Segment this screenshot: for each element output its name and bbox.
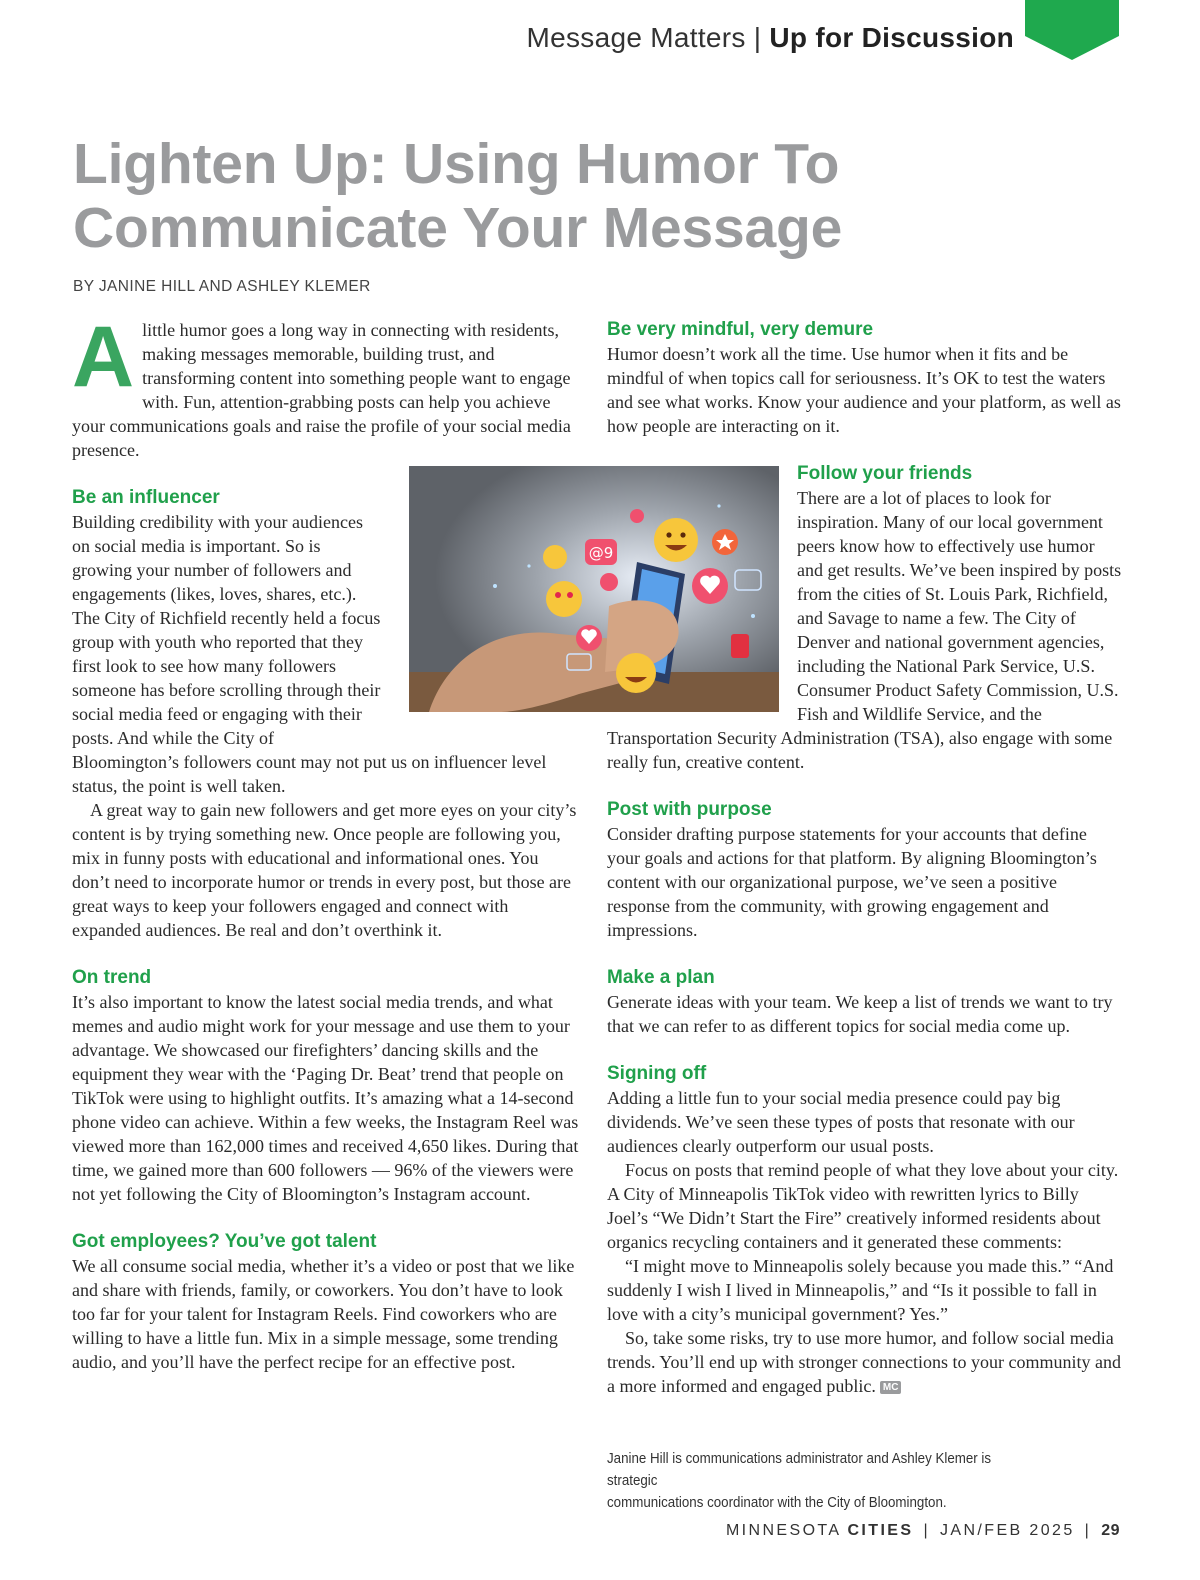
section-tab-icon (1025, 0, 1119, 60)
heading-talent: Got employees? You’ve got talent (72, 1231, 377, 1252)
signoff-paragraph-4 (607, 1326, 1122, 1398)
title-line-2: Communicate Your Message (73, 196, 843, 260)
article-title (73, 132, 1073, 260)
issue-date: JAN/FEB 2025 (940, 1522, 1075, 1539)
section-label: Message Matters (526, 22, 746, 53)
heading-signing-off: Signing off (607, 1063, 707, 1084)
hands-holding-phone-photo-icon (409, 466, 779, 712)
heading-plan: Make a plan (607, 967, 715, 988)
magazine-prefix: MINNESOTA (725, 1522, 841, 1539)
friends-paragraph-1: There are a lot of places to look for inspiration. Many of our local government peers know how to effectively use humor and get results. We’ve been inspired by posts from the cities of St. Louis Park, Richfield, and Savage to name a few. The City of Denver and national government agencies, including the National Park Service, U.S. Consumer Product Safety Commission, U.S. Fish and Wildlife Service, and the Transportation Security Administration (TSA), also engage with some really fun, creative content. (607, 488, 1122, 772)
footer-separator: | (923, 1522, 930, 1539)
title-line-1: Lighten Up: Using Humor To (73, 132, 840, 196)
intro-paragraph (72, 309, 580, 462)
trend-paragraph-1: It’s also important to know the latest social media trends, and what memes and audio might work for your message and use them to your advantage. We showcased our firefighters’ dancing skills and the equipment they wear with the ‘Paging Dr. Beat’ trend that people on TikTok were using to highlight outfits. It’s amazing what a 14-second phone video can achieve. Within a few weeks, the Instagram Reel was viewed more than 162,000 times and received 4,650 likes. During that time, we gained more than 600 followers — 96% of the viewers were not yet following the City of Bloomington’s Instagram account. (72, 992, 579, 1204)
page-footer (726, 1522, 1120, 1540)
intro-text: little humor goes a long way in connecting with residents, making messages memorable, building trust, and transforming content into something people want to engage with. Fun, attention-grabbing posts can help you achieve your communications goals and raise the profile of your social media presence. (72, 320, 571, 460)
author-bio (607, 1448, 1030, 1514)
mindful-paragraph-1: Humor doesn’t work all the time. Use humor when it fits and be mindful of when topics call for seriousness. It’s OK to test the waters and see what works. Know your audience and your platform, as well as how people are interacting on it. (607, 344, 1121, 436)
end-mark-icon: MC (880, 1381, 902, 1394)
page-number: 29 (1101, 1522, 1120, 1539)
subsection-label: Up for Discussion (769, 22, 1014, 53)
signoff-paragraph-1: Adding a little fun to your social media presence could pay big dividends. We’ve seen these types of posts that resonate with our audiences clearly outperform our usual posts. (607, 1088, 1075, 1156)
signoff-text-4: So, take some risks, try to use more humor, and follow social media trends. You’ll end up with stronger connections to your community and a more informed and engaged public. (607, 1328, 1121, 1396)
bio-line-2: communications coordinator with the City of Bloomington. (607, 1495, 947, 1511)
drop-cap: A (72, 309, 135, 405)
heading-friends: Follow your friends (797, 463, 973, 484)
photo-badge: @9 (588, 544, 614, 562)
magazine-name: CITIES (847, 1522, 914, 1539)
signoff-paragraph-3: “I might move to Minneapolis solely because you made this.” “And suddenly I wish I lived in Minneapolis,” and “Is it possible to fall in love with a city’s municipal government? Yes.” (607, 1256, 1114, 1324)
header-separator: | (753, 22, 762, 53)
footer-separator-2: | (1084, 1522, 1092, 1539)
heading-purpose: Post with purpose (607, 799, 772, 820)
influencer-paragraph-2: A great way to gain new followers and get more eyes on your city’s content is by trying something new. Once people are following you, mix in funny posts with educational and informational ones. You don’t need to incorporate humor or trends in every post, but those are great ways to keep your followers engaged and connect with expanded audiences. Be real and don’t overthink it. (72, 800, 577, 940)
byline: BY JANINE HILL AND ASHLEY KLEMER (73, 278, 371, 295)
heading-on-trend: On trend (72, 967, 152, 988)
talent-paragraph-1: We all consume social media, whether it’s a video or post that we like and share with friends, family, or coworkers. You don’t have to look too far for your talent for Instagram Reels. Find coworkers who are willing to have a little fun. Mix in a simple message, some trending audio, and you’ll have the perfect recipe for an effective post. (72, 1256, 575, 1372)
influencer-paragraph-1: Building credibility with your audiences on social media is important. So is growing your number of followers and engagements (likes, loves, shares, etc.). The City of Richfield recently held a focus group with youth who reported that they first look to see how many followers someone has before scrolling through their social media feed or engaging with their posts. And while the City of Bloomington’s followers count may not put us on influencer level status, the point is well taken. (72, 512, 547, 796)
plan-paragraph-1: Generate ideas with your team. We keep a list of trends we want to try that we can refer to as different topics for social media come up. (607, 992, 1113, 1036)
bio-line-1: Janine Hill is communications administrator and Ashley Klemer is strategic (607, 1451, 992, 1489)
heading-influencer: Be an influencer (72, 487, 220, 508)
section-header (526, 22, 1014, 54)
signoff-paragraph-2: Focus on posts that remind people of what they love about your city. A City of Minneapolis TikTok video with rewritten lyrics to Billy Joel’s “We Didn’t Start the Fire” creatively informed residents about organics recycling containers and it generated these comments: (607, 1160, 1119, 1252)
heading-mindful: Be very mindful, very demure (607, 319, 874, 340)
purpose-paragraph-1: Consider drafting purpose statements for your accounts that define your goals and actions for that platform. By aligning Bloomington’s content with our organizational purpose, we’ve seen a positive response from the community, with growing engagement and impressions. (607, 824, 1097, 940)
